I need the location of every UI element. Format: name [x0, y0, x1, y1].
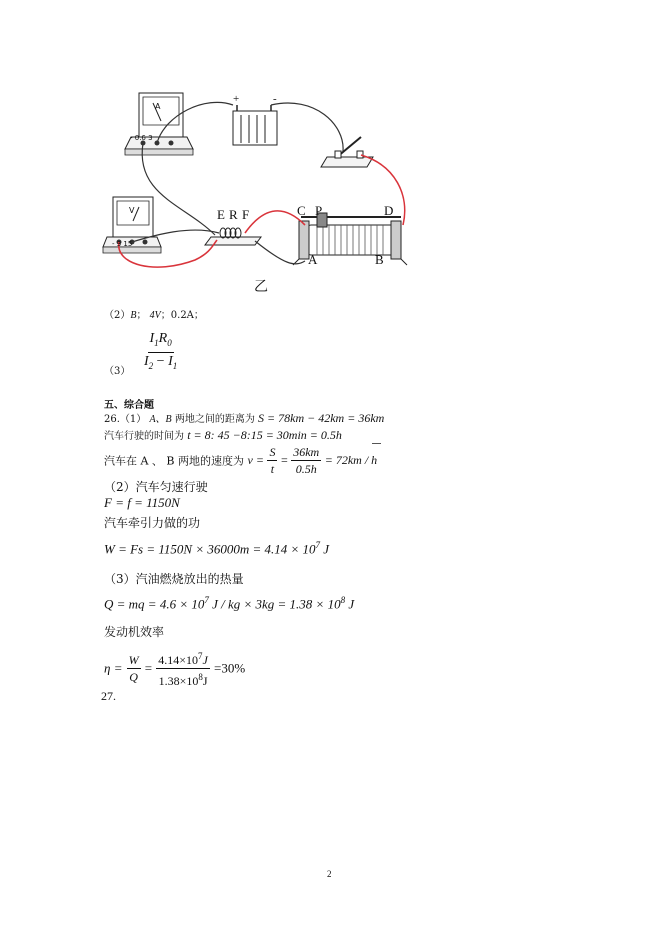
voltmeter-label: V	[129, 206, 135, 215]
resistor-board	[205, 228, 261, 245]
voltmeter-scale-label: - 3 15	[112, 240, 133, 248]
switch	[321, 137, 373, 167]
ammeter-scale-label: - 0.6 3	[130, 134, 153, 142]
label-b: B	[375, 252, 384, 267]
answer-3-numerator: $I_1R_0$	[148, 330, 174, 353]
label-r: R	[229, 207, 238, 222]
label-c: C	[297, 203, 306, 218]
q26-eff-label: 发动机效率	[104, 625, 165, 639]
diagram-caption: 乙	[254, 279, 268, 295]
label-f: F	[242, 207, 250, 222]
answer-2-prefix: （2）	[104, 310, 131, 321]
answer-3-prefix: （3）	[104, 366, 131, 377]
overbar-mark	[372, 443, 381, 444]
answer-2-b: B	[130, 310, 137, 321]
q26-part3-formula: Q = mq = $4.6 \times 10^7$ J / kg × $3kg = 1.38 \times 10^8$ J	[104, 595, 355, 612]
answer-2-sep1: ；	[136, 310, 147, 321]
q26-line-2: 汽车行驶的时间为 t = 8: 45 −8:15 = 30min = 0.5h	[104, 428, 342, 442]
q26-line-1: 26.（1） A、B 两地之间的距离为 S = 78km − 42km = 36km	[104, 411, 385, 425]
answer-2-sep2: ；0.2A；	[160, 310, 204, 321]
answer-3	[104, 331, 131, 377]
battery-plus-label: +	[233, 93, 240, 105]
label-d: D	[384, 203, 394, 218]
page-number: 2	[327, 869, 332, 879]
circuit-diagram	[95, 85, 415, 295]
answer-3-fraction	[142, 330, 179, 375]
ammeter-label: A	[155, 102, 161, 111]
label-e: E	[217, 207, 225, 222]
q26-part2-formula: F = f = 1150N	[104, 495, 180, 510]
q26-eff-formula: η = $\frac{W}{Q}$ = $\frac{4.14\times 10^7J}{1.38\times 10^8J}$ =30%	[104, 648, 245, 689]
section-title: 五、综合题	[104, 400, 154, 411]
q26-line-3: 汽车在 A 、 B 两地的速度为 v = $\frac{S}{t}$ = $\frac{36km}{0.5h}$ = 72km / h	[104, 445, 378, 476]
battery	[233, 105, 277, 145]
q26-work-formula: $W = Fs = 1150N \times 36000m = 4.14 \times 10^7$ J	[104, 540, 330, 557]
answer-3-denominator: $I_2 - I_1$	[144, 353, 178, 371]
label-p: P	[315, 203, 323, 218]
q26-part2-label: （2）汽车匀速行驶	[104, 480, 208, 494]
q26-part3-label: （3）汽油燃烧放出的热量	[104, 572, 244, 586]
label-a: A	[308, 252, 318, 267]
battery-minus-label: -	[273, 93, 277, 105]
answer-2-volt: 4V	[149, 310, 161, 321]
q27-label: 27.	[101, 689, 116, 703]
answer-2	[104, 309, 204, 323]
q26-work-label: 汽车牵引力做的功	[104, 516, 201, 530]
